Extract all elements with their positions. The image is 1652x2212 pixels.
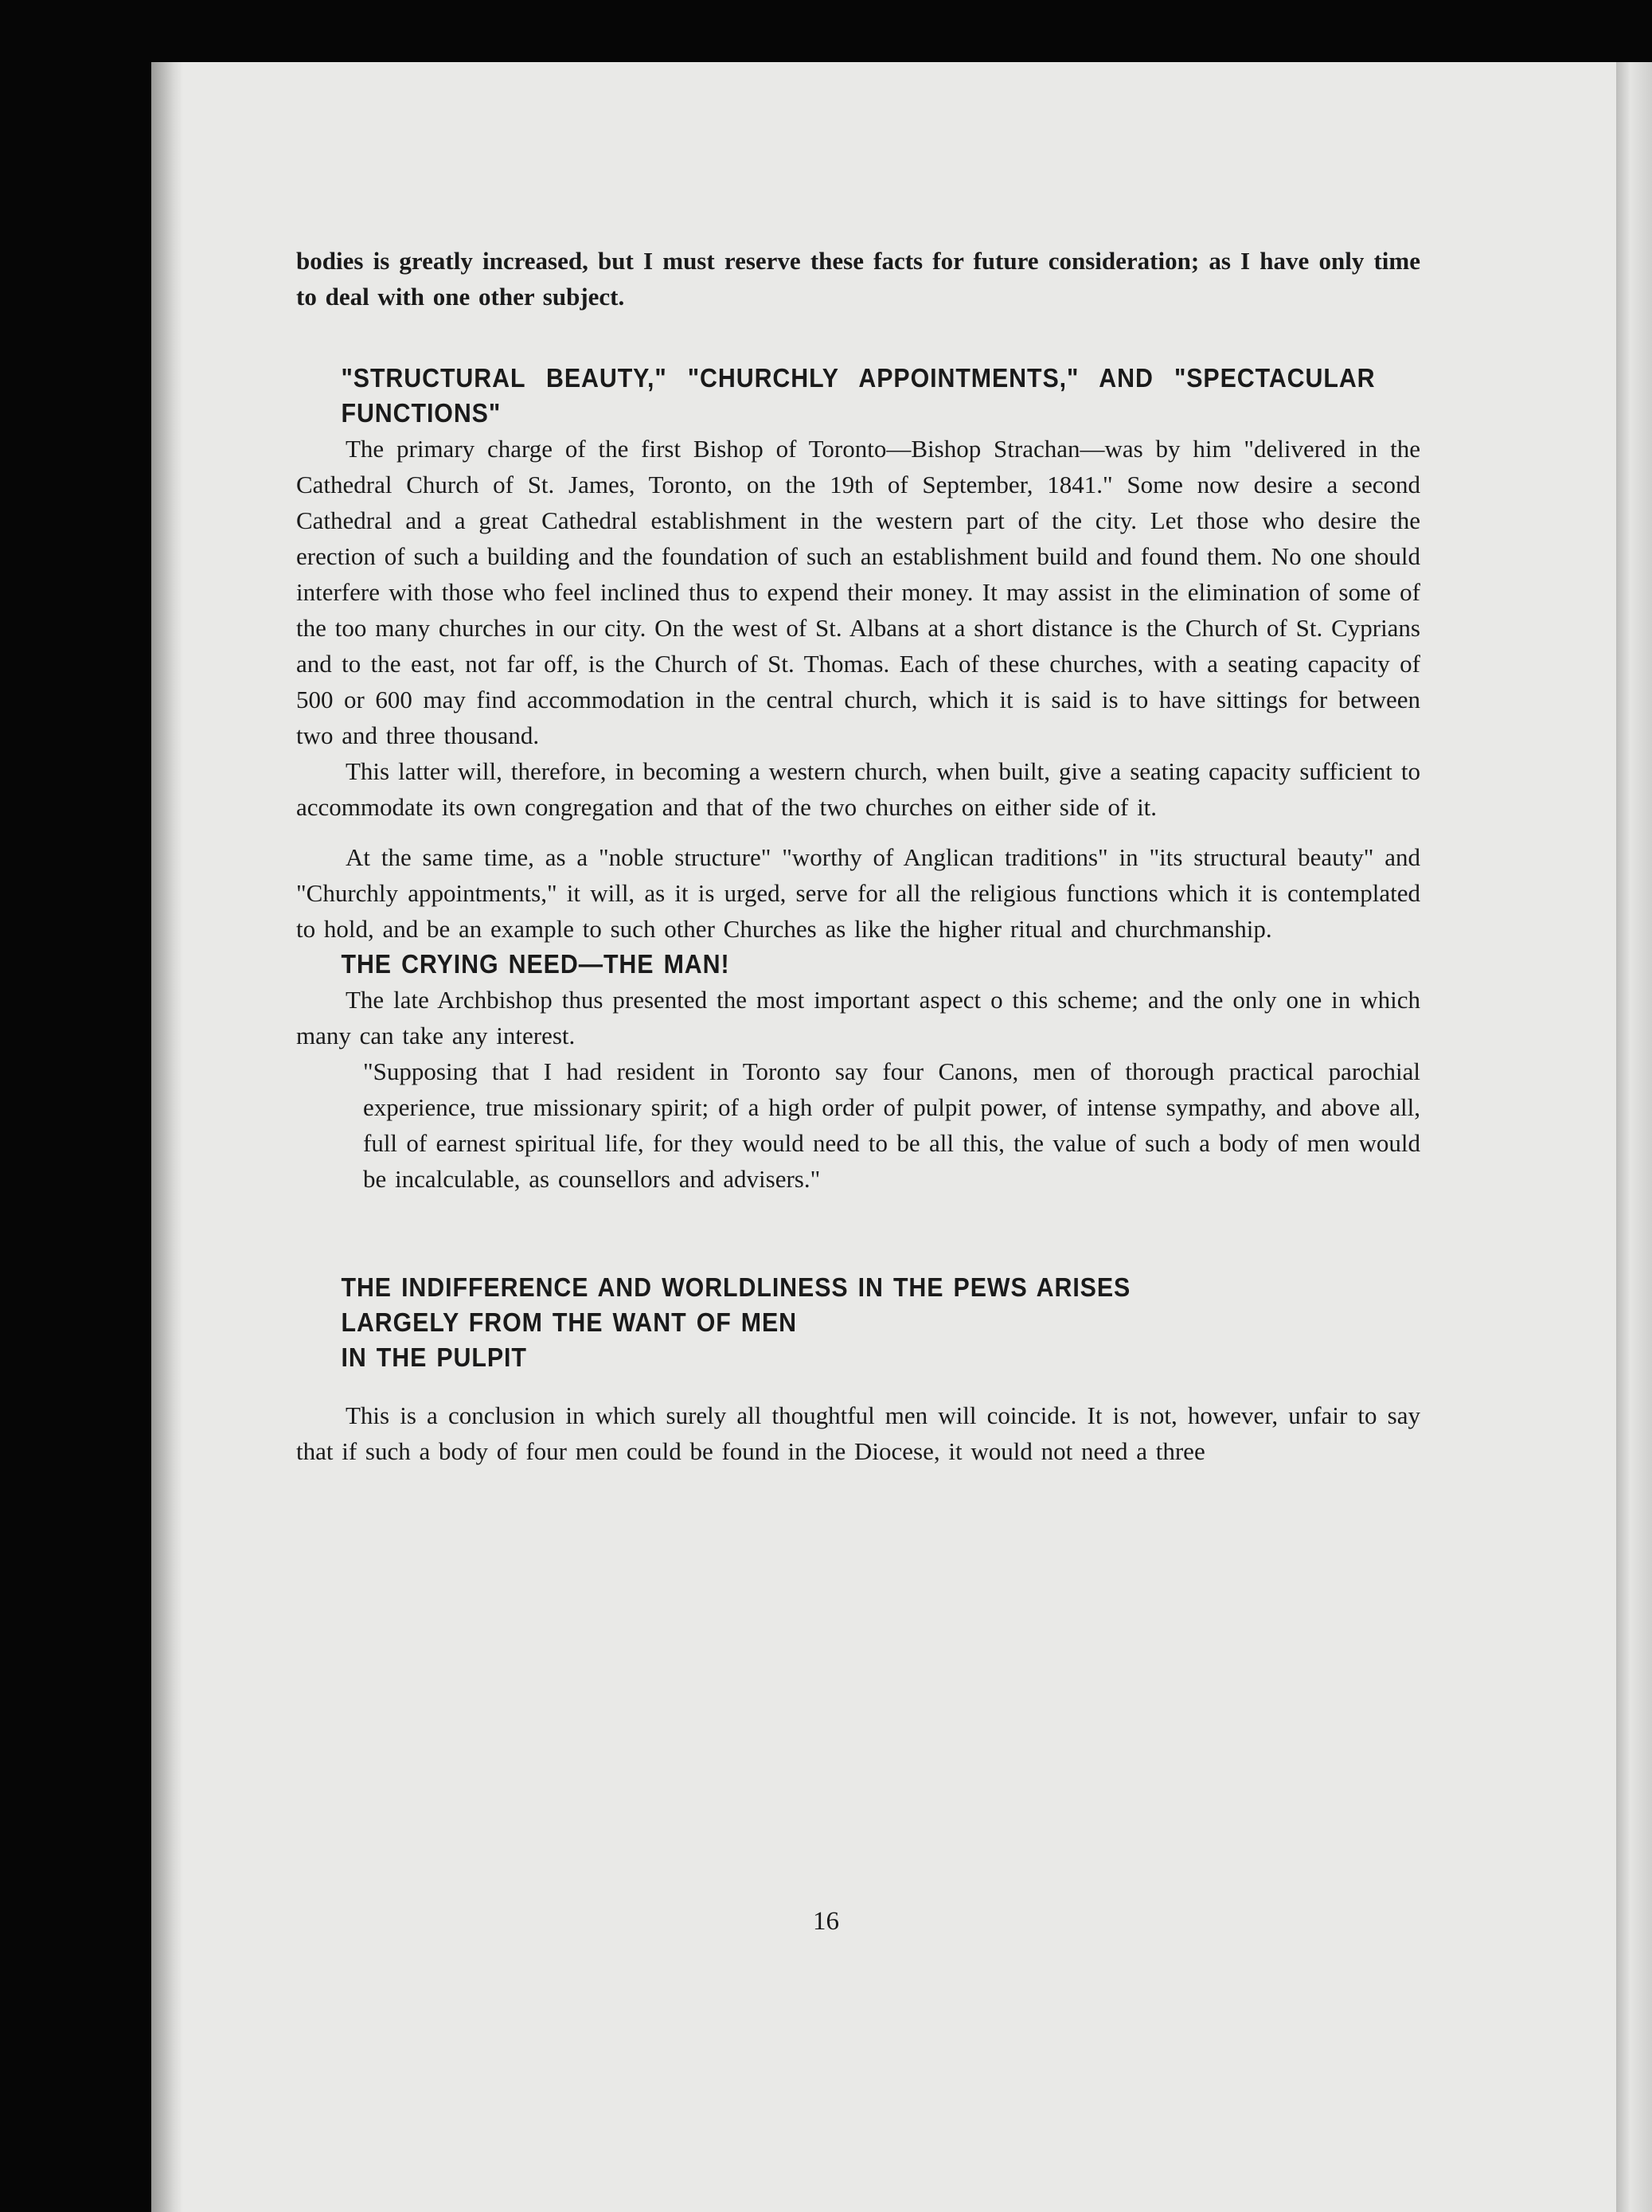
heading-line: THE INDIFFERENCE AND WORLDLINESS IN THE PEWS ARISES: [341, 1272, 1131, 1302]
section-heading-structural-beauty: "STRUCTURAL BEAUTY," "CHURCHLY APPOINTMENTS," AND "SPECTACULAR FUNCTIONS": [341, 363, 1376, 428]
section-heading-indifference: [296, 1270, 1420, 1375]
section-heading-crying-need: THE CRYING NEED—THE MAN!: [341, 949, 730, 979]
paragraph-conclusion: This is a conclusion in which surely all thoughtful men will coincide. It is not, however, unfair to say that if such a body of four men could be found in the Diocese, it would not need a three: [296, 1401, 1420, 1465]
facing-page-edge: [1616, 62, 1652, 2212]
continuation-paragraph: bodies is greatly increased, but I must reserve these facts for future consideration; as I have only time to deal with one other subject.: [296, 247, 1420, 311]
paragraph-western-church: This latter will, therefore, in becoming a western church, when built, give a seating capacity sufficient to accommodate its own congregation and that of the two churches on either side of it.: [296, 757, 1420, 821]
heading-line: LARGELY FROM THE WANT OF MEN: [341, 1307, 798, 1337]
paragraph-primary-charge: The primary charge of the first Bishop of Toronto—Bishop Strachan—was by him "delivered in the Cathedral Church of St. James, Toronto, on the 19th of September, 1841." Some now desire a second Cathedral and a great Cathedral establishment in the western part of the city. Let those who desire the erection of such a building and the foundation of such an establishment build and found them. No one should interfere with those who feel inclined thus to expend their money. It may assist in the elimination of some of the too many churches in our city. On the west of St. Albans at a short distance is the Church of St. Cyprians and to the east, not far off, is the Church of St. Thomas. Each of these churches, with a seating capacity of 500 or 600 may find accommodation in the central church, which it is said is to have sittings for between two and three thousand.: [296, 435, 1420, 749]
paragraph-noble-structure: At the same time, as a "noble structure" "worthy of Anglican traditions" in "its structural beauty" and "Churchly appointments," it will, as it is urged, serve for all the religious functions which it is contemplated to hold, and be an example to such other Churches as like the higher ritual and churchmanship.: [296, 843, 1420, 943]
page-number: 16: [813, 1907, 839, 1936]
page-text: [296, 243, 1420, 1469]
heading-line: IN THE PULPIT: [341, 1342, 527, 1372]
paragraph-archbishop: The late Archbishop thus presented the most important aspect o this scheme; and the only one in which many can take any interest.: [296, 986, 1420, 1049]
block-quote: "Supposing that I had resident in Toronto say four Canons, men of thorough practical parochial experience, true missionary spirit; of a high order of pulpit power, of intense sympathy, and above all, full of earnest spiritual life, for they would need to be all this, the value of such a body of men would be incalculable, as counsellors and advisers.": [363, 1057, 1420, 1193]
